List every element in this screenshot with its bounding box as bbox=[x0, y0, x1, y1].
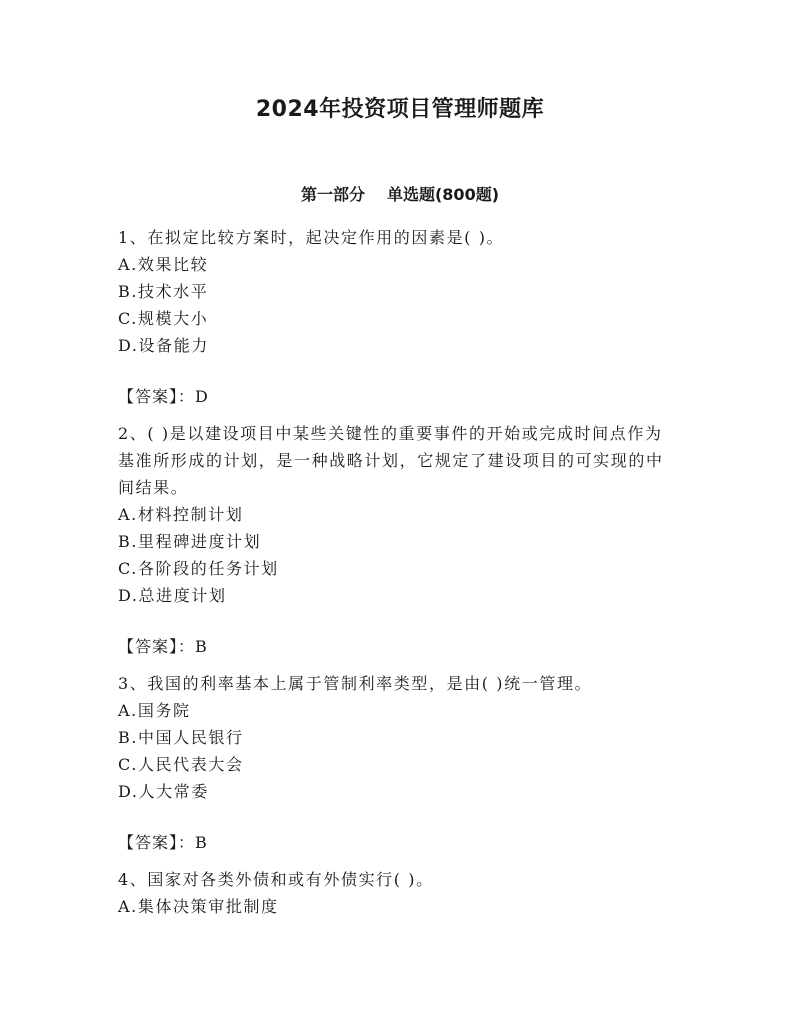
answer-label: 【答案】： bbox=[118, 833, 196, 852]
option-a: A.集体决策审批制度 bbox=[118, 897, 279, 916]
option-d: D.人大常委 bbox=[118, 782, 209, 801]
option-a: A.材料控制计划 bbox=[118, 505, 244, 524]
option-c: C.人民代表大会 bbox=[118, 755, 244, 774]
option-a: A.国务院 bbox=[118, 701, 191, 720]
answer-line bbox=[118, 383, 678, 410]
question-text: 1、在拟定比较方案时，起决定作用的因素是( )。 bbox=[118, 228, 505, 247]
option-c: C.规模大小 bbox=[118, 309, 209, 328]
option-b: B.中国人民银行 bbox=[118, 728, 244, 747]
answer-value: B bbox=[195, 637, 208, 656]
question-2 bbox=[118, 420, 678, 660]
option-d: D.设备能力 bbox=[118, 336, 209, 355]
section-part: 第一部分 bbox=[300, 185, 365, 204]
answer-label: 【答案】： bbox=[118, 637, 196, 656]
option-c: C.各阶段的任务计划 bbox=[118, 559, 279, 578]
answer-value: B bbox=[195, 833, 208, 852]
question-1 bbox=[118, 224, 678, 410]
option-b: B.技术水平 bbox=[118, 282, 209, 301]
question-3 bbox=[118, 670, 678, 856]
question-4 bbox=[118, 866, 678, 920]
option-d: D.总进度计划 bbox=[118, 586, 227, 605]
question-text: 2、( )是以建设项目中某些关键性的重要事件的开始或完成时间点作为基准所形成的计划，是一种战略计划，它规定了建设项目的可实现的中间结果。 bbox=[118, 424, 664, 497]
section-name: 单选题(800题) bbox=[386, 185, 500, 204]
option-b: B.里程碑进度计划 bbox=[118, 532, 262, 551]
question-text: 3、我国的利率基本上属于管制利率类型，是由( )统一管理。 bbox=[118, 674, 593, 693]
question-list bbox=[118, 224, 678, 920]
answer-line bbox=[118, 829, 678, 856]
document-title: 2024年投资项目管理师题库 bbox=[255, 97, 545, 122]
answer-value: D bbox=[195, 387, 209, 406]
answer-line bbox=[118, 633, 678, 660]
section-heading bbox=[0, 183, 800, 207]
answer-label: 【答案】： bbox=[118, 387, 196, 406]
question-text: 4、国家对各类外债和或有外债实行( )。 bbox=[118, 870, 434, 889]
option-a: A.效果比较 bbox=[118, 255, 209, 274]
